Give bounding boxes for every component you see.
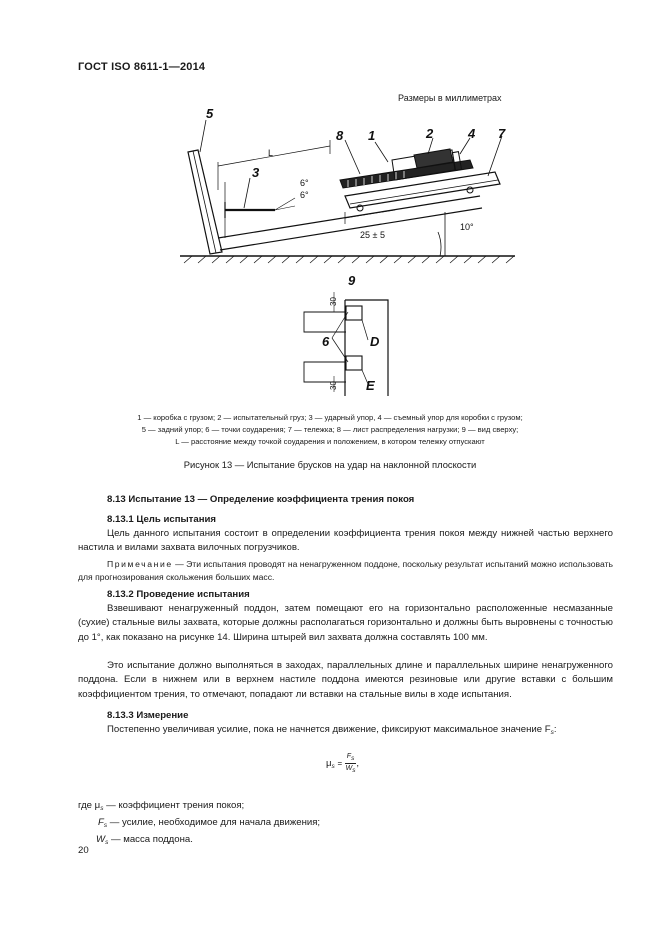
distance-label: 25 ± 5 [360, 230, 385, 240]
subsection-heading-8-13-2: 8.13.2 Проведение испытания [107, 589, 250, 600]
dimensions-note: Размеры в миллиметрах [398, 93, 502, 103]
callout-2: 2 [426, 126, 434, 141]
callout-4: 4 [468, 126, 476, 141]
callout-9: 9 [348, 273, 356, 288]
dim-top-label: 30 [329, 297, 338, 306]
paragraph-procedure-1: Взвешивают ненагруженный поддон, затем помещают его на горизонтально расположенные несмазанные (сухие) стальные вилы захвата, которые должны располагаться горизонтально и должны быть выровнены с точностью до 1°, как показано на рисунке 14. Ширина штырей вил захвата должна составлять 100 мм. [78, 603, 613, 643]
length-label: L [268, 148, 274, 158]
inclined-plane-top [218, 196, 480, 238]
callout-5: 5 [206, 106, 214, 121]
angle-top-label: 6° [300, 178, 309, 188]
subsection-heading-8-13-3: 8.13.3 Измерение [107, 710, 189, 721]
note-paragraph: Примечание — Эти испытания проводят на ненагруженном поддоне, поскольку результат испытаний можно использовать для прогнозирования скольжения больших масс. [78, 559, 614, 582]
detail-e-label: E [366, 378, 375, 393]
definition-mu: где $\mu_s$ — коэффициент трения покоя; [78, 800, 245, 812]
symbol-definitions [78, 799, 320, 850]
paragraph-purpose: Цель данного испытания состоит в определении коэффициента трения покоя между нижней частью верхнего настила и вилами захвата вилочных погрузчиков. [78, 528, 613, 554]
definition-w: $W_s$ — масса поддона. [96, 834, 193, 846]
friction-formula: $\mu_s$ = $\frac{Fs}{Ws}$ , [326, 753, 359, 774]
section-heading: 8.13 Испытание 13 — Определение коэффициента трения покоя [107, 494, 415, 505]
callout-1: 1 [368, 128, 376, 143]
impact-point-upper [346, 306, 362, 320]
page-number: 20 [78, 845, 89, 856]
impact-point-lower [346, 356, 362, 370]
back-stop [188, 150, 222, 254]
callout-3: 3 [252, 165, 260, 180]
legend-line-2: 5 — задний упор; 6 — точки соударения; 7 — тележка; 8 — лист распределения нагрузки; 9 — вид сверху; [141, 425, 519, 434]
paragraph-procedure-2: Это испытание должно выполняться в заходах, параллельных длине и параллельных ширине ненагруженного поддона. Если в нижнем или в верхнем настиле поддона имеются резиновые или другие вставки с большим коэффициентом трения, то отмечают, попадают ли вставки на стальные вилы в ходе испытания. [78, 660, 613, 700]
angle-bottom-label: 6° [300, 190, 309, 200]
definition-f: $F_s$ — усилие, необходимое для начала движения; [98, 817, 321, 829]
legend-line-1: 1 — коробка с грузом; 2 — испытательный груз; 3 — ударный упор, 4 — съемный упор для коробки с грузом; [137, 413, 523, 422]
figure-caption: Рисунок 13 — Испытание брусков на удар на наклонной плоскости [183, 459, 477, 470]
incline-label: 10° [460, 222, 474, 232]
callout-6: 6 [322, 334, 330, 349]
offset-dimension-line [345, 210, 395, 218]
note-label: Примечание [107, 559, 173, 569]
ground-hatch [184, 256, 514, 263]
callout-7: 7 [498, 126, 506, 141]
paragraph-measurement: Постепенно увеличивая усилие, пока не начнется движение, фиксируют максимальное значение $F_s$: [107, 724, 557, 736]
document-header: ГОСТ ISO 8611-1—2014 [78, 61, 206, 73]
legend-line-3: L — расстояние между точкой соударения и положением, в котором тележку отпускают [175, 437, 485, 446]
subsection-heading-8-13-1: 8.13.1 Цель испытания [107, 514, 217, 525]
inclined-plane-bottom [220, 208, 482, 250]
callout-8: 8 [336, 128, 344, 143]
length-dimension-line [218, 146, 330, 166]
detail-d-label: D [370, 334, 380, 349]
figure-13-diagram [170, 100, 530, 400]
dim-bottom-label: 30 [329, 381, 338, 390]
